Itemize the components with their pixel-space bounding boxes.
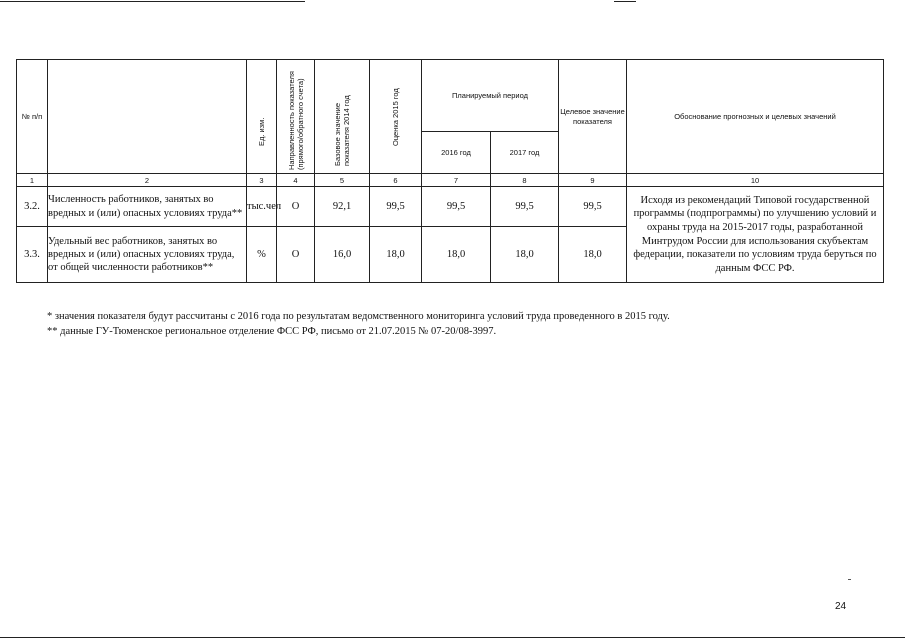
row-2016-value: 99,5 <box>422 187 491 227</box>
row-num: 3.2. <box>17 187 48 227</box>
table-row <box>17 187 884 227</box>
row-indicator-name: Численность работников, занятых во вредных и (или) опасных условиях труда** <box>48 187 247 227</box>
column-number: 1 <box>17 174 48 187</box>
header-unit <box>247 60 277 174</box>
row-base-value: 16,0 <box>315 227 370 283</box>
indicators-table <box>16 59 884 283</box>
row-target-value: 18,0 <box>559 227 627 283</box>
column-number: 6 <box>370 174 422 187</box>
page-number: 24 <box>835 601 847 612</box>
footnote-2: ** данные ГУ-Тюменское региональное отделение ФСС РФ, письмо от 21.07.2015 № 07-20/08-3997. <box>47 326 497 337</box>
scan-top-line-short <box>614 1 636 2</box>
footnote-1: * значения показателя будут рассчитаны с 2016 года по результатам ведомственного мониторинга условий труда проведенного в 2015 году. <box>47 311 670 322</box>
column-number: 10 <box>627 174 884 187</box>
header-base <box>315 60 370 174</box>
row-estimate-value: 99,5 <box>370 187 422 227</box>
column-number: 7 <box>422 174 491 187</box>
row-indicator-name: Удельный вес работников, занятых во вредных и (или) опасных условиях труда, от общей численности работников** <box>48 227 247 283</box>
header-estimate-text: Оценка 2015 год <box>391 87 400 146</box>
header-base-text: Базовое значение показателя 2014 год <box>333 94 351 166</box>
row-2016-value: 18,0 <box>422 227 491 283</box>
header-num: № п/п <box>17 60 48 174</box>
header-unit-text: Ед. изм. <box>257 117 266 146</box>
row-estimate-value: 18,0 <box>370 227 422 283</box>
column-number: 3 <box>247 174 277 187</box>
column-number: 9 <box>559 174 627 187</box>
row-target-value: 99,5 <box>559 187 627 227</box>
column-number: 2 <box>48 174 247 187</box>
scan-top-line <box>0 1 305 2</box>
header-2017: 2017 год <box>491 132 559 174</box>
row-unit: тыс.чел <box>247 187 277 227</box>
header-name <box>48 60 247 174</box>
column-number: 8 <box>491 174 559 187</box>
row-num: 3.3. <box>17 227 48 283</box>
column-number: 4 <box>277 174 315 187</box>
row-base-value: 92,1 <box>315 187 370 227</box>
header-planned-period: Планируемый период <box>422 60 559 132</box>
scan-bottom-line <box>0 637 905 638</box>
header-direction-text: Направленность показателя (прямого/обратного счета) <box>286 70 305 170</box>
header-estimate <box>370 60 422 174</box>
row-unit: % <box>247 227 277 283</box>
row-2017-value: 99,5 <box>491 187 559 227</box>
row-2017-value: 18,0 <box>491 227 559 283</box>
row-direction: О <box>277 227 315 283</box>
header-direction <box>277 60 315 174</box>
header-justification: Обоснование прогнозных и целевых значений <box>627 60 884 174</box>
column-number: 5 <box>315 174 370 187</box>
header-target: Целевое значение показателя <box>559 60 627 174</box>
justification-text: Исходя из рекомендаций Типовой государственной программы (подпрограммы) по улучшению условий и охраны труда на 2015-2017 годы, разработанной Минтрудом России для использования скубъектам федерации, показатели по условиям труда беруться по данным ФСС РФ. <box>627 187 884 283</box>
header-2016: 2016 год <box>422 132 491 174</box>
scan-speck <box>848 579 851 580</box>
row-direction: О <box>277 187 315 227</box>
column-number-row <box>17 174 884 187</box>
